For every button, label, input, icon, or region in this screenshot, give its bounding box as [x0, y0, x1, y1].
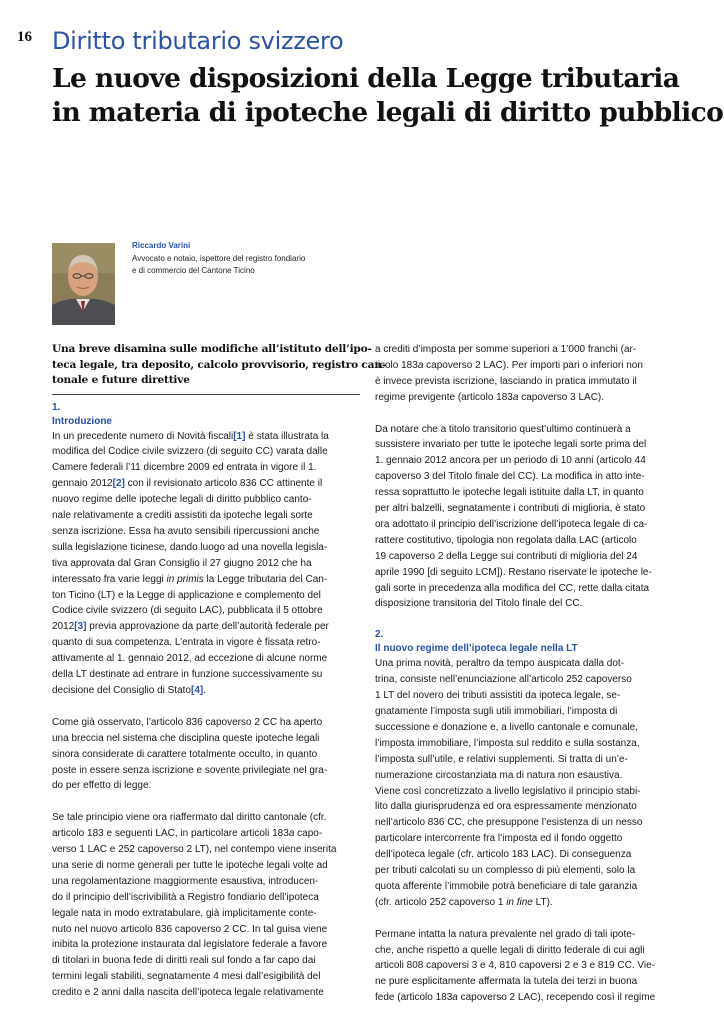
- paragraph: Permane intatta la natura prevalente nel grado di tali ipote- che, anche rispetto a quelle legali di diritto federale di cui agli articoli 808 capoversi 3 e 4, 810 capoversi 2 e 3 e 819 CC. Vie- ne pure esplicitamente affermata la tutela dei terzi in buona fede (articolo 183a capoverso 2 LAC), recependo così il regime: [375, 928, 656, 1004]
- left-column: [52, 342, 387, 1001]
- divider: [52, 394, 360, 395]
- paragraph: Se tale principio viene ora riaffermato dal diritto cantonale (cfr. articolo 183 e seguenti LAC, in particolare articoli 183a capo- verso 1 LAC e 252 capoverso 2 LT), nel contempo viene inserita una serie di norme generali per tutte le ipoteche legali volte ad una regolamentazione maggiormente esaustiva, introducen- do il principio dell’iscrivibilità a Registro fondiario dell’ipoteca legale nata in modo extratabulare, già implicitamente conte- nuto nel nuovo articolo 836 capoverso 2 CC. In tal guisa viene inibita la protezione instaurata dal legislatore federale a favore di titolari in buona fede di diritti reali sul fondo a far capo dai termini legali stabiliti, segnatamente 4 mesi dall’esigibilità del credito e 2 anni dalla nascita dell’ipoteca legale relativamente: [52, 812, 337, 999]
- author-role-line: Avvocato e notaio, ispettore del registro fondiario: [132, 254, 306, 263]
- paragraph: Da notare che a titolo transitorio quest’ultimo continuerà a sussistere invariato per tutte le ipoteche legali sorte prima del 1. gennaio 2012 ancora per un periodo di 10 anni (articolo 44 capoverso 3 del Titolo finale del CC). La modifica in atto inte- ressa soprattutto le ipoteche legali istituite dalla LT, in quanto per altri balzelli, segnatamente i contributi di miglioria, è stato ora adottato il principio dell’iscrizione dell’ipoteca legale di ca- rattere costitutivo, tipologia non regolata dalla LAC (articolo 19 capoverso 2 della Legge sui contributi di miglioria del 24 aprile 1990 [di seguito LCM]). Restano riservate le ipoteche le- gali sorte in precedenza alla modifica del CC, rette dalla citata disposizione transitoria del Titolo finale del CC.: [375, 423, 652, 610]
- section-heading: Il nuovo regime dell’ipoteca legale nella LT: [375, 643, 578, 655]
- lead-line: tonale e future direttive: [52, 374, 190, 386]
- footnote-link[interactable]: [3]: [74, 621, 87, 633]
- lead-line: Una breve disamina sulle modifiche all’istituto dell’ipo-: [52, 343, 372, 355]
- paragraph: Come già osservato, l’articolo 836 capoverso 2 CC ha aperto una breccia nel sistema che disciplina queste ipoteche legali sinora considerate di carattere totalmente occulto, in quanto poste in essere senza iscrizione e sovente privilegiate nel gra- do per effetto di legge.: [52, 716, 328, 792]
- paragraph: Una prima novità, peraltro da tempo auspicata dalla dot- trina, consiste nell’enunciazione all’articolo 252 capoverso 1 LT del novero dei tributi assistiti da ipoteca legale, se- gnatamente l’imposta sugli utili immobiliari, l’imposta di successione e donazione e, a livello cantonale e comunale, l’imposta immobiliare, l’imposta sul reddito e sulla sostanza, l’imposta sull’utile, e relativi supplementi. Si tratta di un’e- numerazione circostanziata ma di natura non esaustiva. Viene così concretizzato a livello legislativo il principio stabi- lito dalla giurisprudenza ed ora espressamente menzionato nell’articolo 836 CC, che presuppone l’esistenza di un nesso particolare intercorrente fra l’imposta ed il fondo oggetto dell’ipoteca legale (cfr. articolo 183 LAC). Di conseguenza per tributi calcolati su un complesso di più elementi, solo la quota afferente l’immobile potrà beneficiare di tale garanzia (cfr. articolo 252 capoverso 1 in fine LT).: [375, 658, 643, 908]
- author-role: [132, 253, 372, 276]
- section-number: 1.: [52, 401, 61, 413]
- article-title: [52, 62, 724, 130]
- footnote-link[interactable]: [4]: [190, 685, 204, 696]
- author-portrait-image: [52, 243, 115, 325]
- footnote-link[interactable]: [1]: [233, 430, 246, 442]
- right-column: [375, 342, 683, 1006]
- author-photo: [52, 243, 115, 325]
- paragraph: a crediti d’imposta per somme superiori a 1’000 franchi (ar- ticolo 183a capoverso 2 LAC). Per importi pari o inferiori non è invece prevista iscrizione, lasciando in pratica immutato il regime previgente (articolo 183a capoverso 3 LAC).: [375, 344, 643, 403]
- lead-line: teca legale, tra deposito, calcolo provvisorio, registro can-: [52, 358, 387, 371]
- title-line: in materia di ipoteche legali di diritto pubblico: [52, 97, 724, 128]
- footnote-link[interactable]: [2]: [112, 478, 125, 490]
- title-line: Le nuove disposizioni della Legge tributaria: [52, 63, 680, 94]
- section-number: 2.: [375, 629, 384, 641]
- lead-abstract: [52, 342, 387, 389]
- author-role-line: e di commercio del Cantone Ticino: [132, 265, 255, 275]
- page-number: 16: [17, 29, 32, 45]
- paragraph: In un precedente numero di Novità fiscali[1] è stata illustrata la modifica del Codice civile svizzero (di seguito CC) varata dalle Camere federali l’11 dicembre 2009 ed entrata in vigore il 1. gennaio 2012[2] con il revisionato articolo 836 CC attinente il nuovo regime delle ipoteche legali di diritto pubblico canto- nale relativamente a crediti assistiti da ipoteche legali sorte senza iscrizione. Essa ha avuto sensibili ripercussioni anche sulla legislazione ticinese, dando luogo ad una novella legisla- tiva approvata dal Gran Consiglio il 27 giugno 2012 che ha interessato fra varie leggi in primis la Legge tributaria del Can- ton Ticino (LT) e la Legge di applicazione e complemento del Codice civile svizzero (di seguito LAC), pubblicata il 5 ottobre 2012[3] previa approvazione da parte dell’autorità federale per quanto di sua competenza. L’entrata in vigore è fissata retro- attivamente al 1. gennaio 2012, ad eccezione di alcune norme della LT destinate ad entrare in funzione successivamente su decisione del Consiglio di Stato[4].: [52, 430, 329, 696]
- section-title: Diritto tributario svizzero: [52, 27, 344, 55]
- section-heading: Introduzione: [52, 415, 112, 427]
- author-name: Riccardo Varini: [132, 241, 191, 250]
